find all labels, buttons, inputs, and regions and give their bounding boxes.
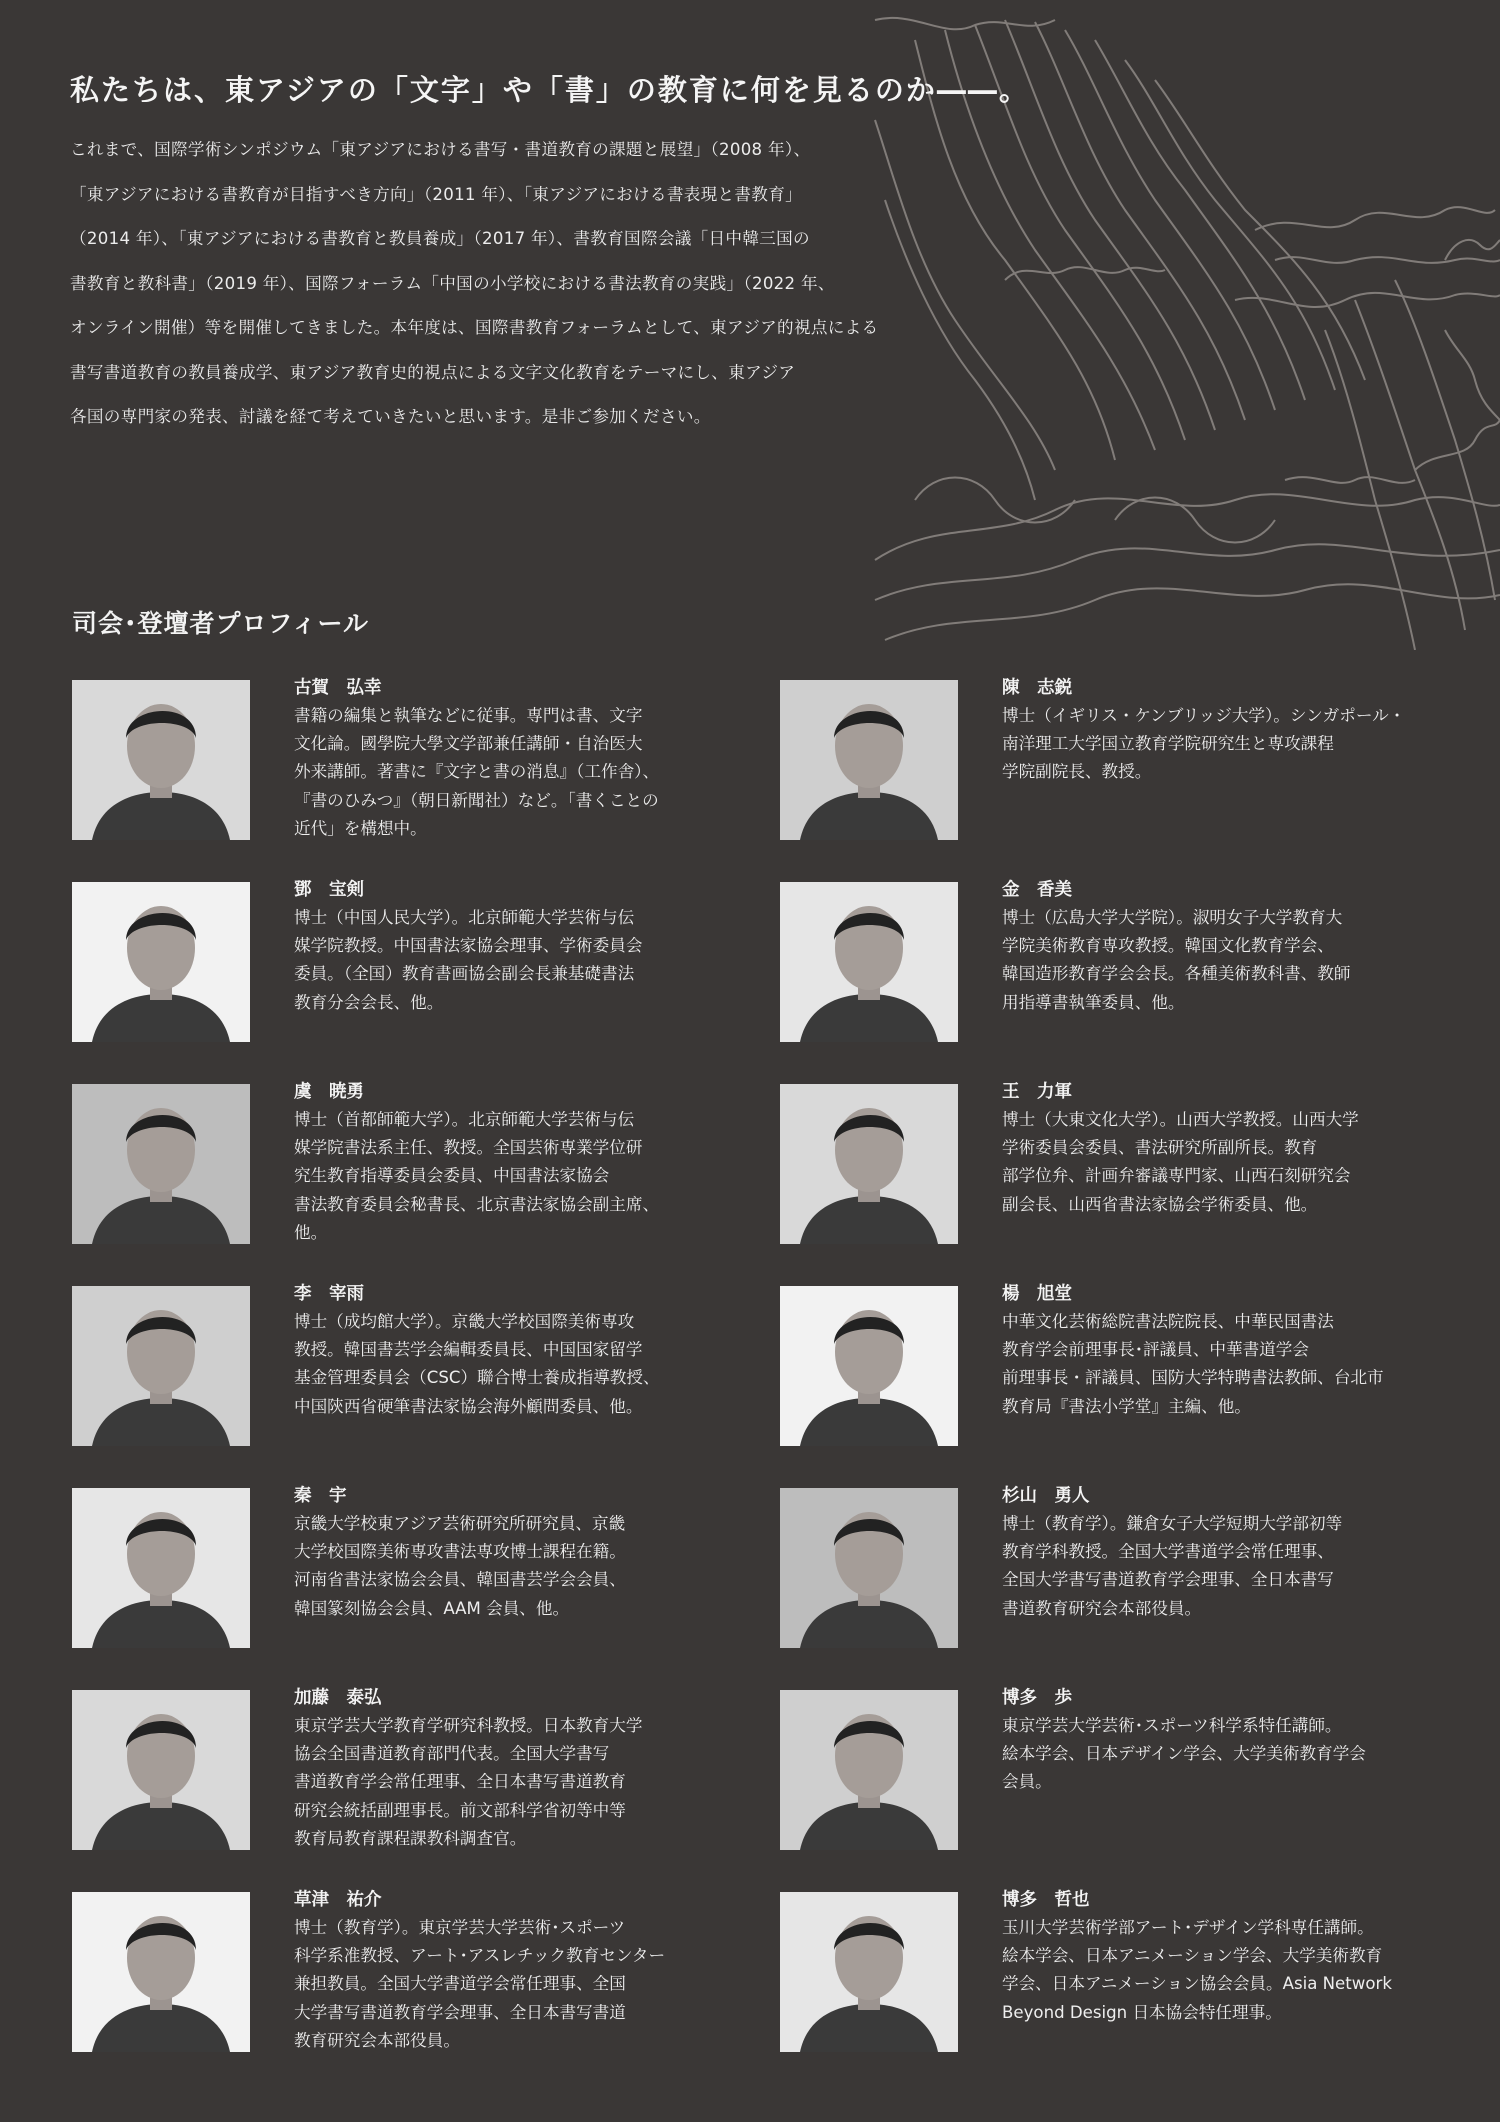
profile-bio-line: 近代」を構想中。 <box>294 818 427 838</box>
profile-bio-line: 書法教育委員会秘書長、北京書法家協会副主席、 <box>294 1194 660 1214</box>
profile-bio-line: 究生教育指導委員会委員、中国書法家協会 <box>294 1166 610 1186</box>
profile-bio-line: 博士（教育学）。東京学芸大学芸術･スポーツ <box>294 1918 626 1937</box>
profile-name: 博多 歩 <box>1002 1688 1072 1708</box>
profile-photo <box>72 1488 250 1648</box>
profile-bio-line: 『書のひみつ』（朝日新聞社）など。「書くことの <box>294 790 659 810</box>
profile-bio-line: 中国陝西省硬筆書法家協会海外顧問委員、他。 <box>294 1396 643 1416</box>
profile-name: 博多 哲也 <box>1002 1890 1090 1910</box>
profile-bio-line: 大学書写書道教育学会理事、全日本書写書道 <box>294 2002 626 2022</box>
profile-bio-line: 博士（大東文化大学）。山西大学教授。山西大学 <box>1002 1110 1359 1129</box>
profile-name: 李 宰雨 <box>294 1284 364 1304</box>
profile-bio-line: 他。 <box>294 1222 328 1242</box>
profile-bio-line: 全国大学書写書道教育学会理事、全日本書写 <box>1002 1570 1334 1590</box>
profile-bio <box>1002 1510 1472 1623</box>
profile-card <box>72 1684 762 1854</box>
profile-photo <box>72 680 250 840</box>
profile-photo <box>72 1892 250 2052</box>
profile-photo <box>780 680 958 840</box>
profile-bio-line: 河南省書法家協会会員、韓国書芸学会会員、 <box>294 1570 626 1590</box>
profile-bio-line: 学会、日本アニメーション協会会員。Asia Network <box>1002 1974 1392 1994</box>
profile-name: 陳 志鋭 <box>1002 678 1072 698</box>
profile-bio <box>1002 1308 1472 1421</box>
profile-bio-line: 副会長、山西省書法家協会学術委員、他。 <box>1002 1194 1318 1214</box>
profile-bio-line: 大学校国際美術専攻書法専攻博士課程在籍。 <box>294 1542 626 1562</box>
intro-line: 「東アジアにおける書教育が目指すべき方向」（2011 年）、「東アジアにおける書表現と書教育」 <box>70 184 802 204</box>
profile-bio-line: 用指導書執筆委員、他。 <box>1002 992 1185 1012</box>
profile-bio-line: 中華文化芸術総院書法院院長、中華民国書法 <box>1002 1312 1334 1331</box>
profile-name: 金 香美 <box>1002 880 1072 900</box>
profile-card <box>72 674 762 844</box>
profile-bio-line: 南洋理工大学国立教育学院研究生と専攻課程 <box>1002 734 1334 754</box>
profile-bio <box>1002 904 1472 1017</box>
profile-bio-line: 教育研究会本部役員。 <box>294 2030 460 2050</box>
intro-line: 各国の専門家の発表、討議を経て考えていきたいと思います。是非ご参加ください。 <box>70 407 711 426</box>
profile-name: 杉山 勇人 <box>1002 1486 1090 1506</box>
profile-bio-line: 博士（中国人民大学）。北京師範大学芸術与伝 <box>294 908 635 927</box>
profile-card <box>780 1886 1470 2056</box>
profile-bio <box>294 1106 764 1247</box>
profile-bio-line: 博士（首都師範大学）。北京師範大学芸術与伝 <box>294 1110 635 1129</box>
profile-bio-line: 媒学院書法系主任、教授。全国芸術専業学位研 <box>294 1138 643 1158</box>
profile-bio-line: 教育局教育課程課教科調査官。 <box>294 1828 527 1848</box>
intro-line: （2014 年）、「東アジアにおける書教育と教員養成」（2017 年）、書教育国際会議「日中韓三国の <box>70 229 810 248</box>
profile-bio-line: 絵本学会、日本アニメーション学会、大学美術教育 <box>1002 1946 1383 1966</box>
profile-card <box>780 1684 1470 1854</box>
profile-bio-line: 媒学院教授。中国書法家協会理事、学術委員会 <box>294 936 643 956</box>
profile-name: 王 力軍 <box>1002 1082 1072 1102</box>
profile-photo <box>780 1690 958 1850</box>
profile-bio-line: 部学位弁、計画弁審議専門家、山西石刻研究会 <box>1002 1166 1351 1186</box>
section-title: 司会･登壇者プロフィール <box>72 609 370 638</box>
profile-bio <box>1002 1106 1472 1219</box>
profile-bio-line: 東京学芸大学芸術･スポーツ科学系特任講師。 <box>1002 1716 1342 1735</box>
profile-card <box>780 1078 1470 1248</box>
profile-bio <box>1002 702 1472 787</box>
profile-bio-line: 教育分会会長、他。 <box>294 992 444 1012</box>
intro-line: 書写書道教育の教員養成学、東アジア教育史的視点による文字文化教育をテーマにし、東アジア <box>70 362 796 382</box>
profile-photo <box>780 1084 958 1244</box>
profile-bio-line: 教育局『書法小学堂』主編、他。 <box>1002 1396 1251 1416</box>
profile-card <box>72 876 762 1046</box>
profile-photo <box>72 1690 250 1850</box>
profile-card <box>780 1482 1470 1652</box>
profile-bio-line: 京畿大学校東アジア芸術研究所研究員、京畿 <box>294 1514 626 1533</box>
profile-bio-line: 玉川大学芸術学部アート･デザイン学科専任講師。 <box>1002 1918 1374 1937</box>
profile-photo <box>780 1286 958 1446</box>
profile-name: 古賀 弘幸 <box>294 678 382 698</box>
profile-bio <box>294 904 764 1017</box>
profile-bio-line: 博士（広島大学大学院）。淑明女子大学教育大 <box>1002 908 1343 927</box>
profile-bio <box>294 1914 764 2055</box>
profile-bio-line: 会員。 <box>1002 1772 1052 1792</box>
profile-bio-line: 学院美術教育専攻教授。韓国文化教育学会、 <box>1002 936 1334 956</box>
profile-bio-line: 教育学会前理事長･評議員、中華書道学会 <box>1002 1340 1309 1360</box>
intro-line: 書教育と教科書」（2019 年）、国際フォーラム「中国の小学校における書法教育の実践」（2022 年、 <box>70 273 835 293</box>
profile-bio-line: 学院副院長、教授。 <box>1002 762 1152 782</box>
profile-bio-line: 前理事長・評議員、国防大学特聘書法教師、台北市 <box>1002 1368 1384 1388</box>
profile-bio-line: 科学系准教授、アート･アスレチック教育センター <box>294 1946 666 1966</box>
profile-photo <box>780 1488 958 1648</box>
profile-photo <box>72 1084 250 1244</box>
profile-bio <box>1002 1712 1472 1797</box>
profile-photo <box>780 882 958 1042</box>
profile-card <box>780 876 1470 1046</box>
profile-bio-line: 教育学科教授。全国大学書道学会常任理事、 <box>1002 1542 1334 1562</box>
intro-line: これまで、国際学術シンポジウム「東アジアにおける書写・書道教育の課題と展望」（2008 年）、 <box>70 140 811 159</box>
profile-bio <box>294 1712 764 1853</box>
profile-name: 鄧 宝剣 <box>294 880 364 900</box>
profile-bio-line: 基金管理委員会（CSC）聯合博士養成指導教授、 <box>294 1368 660 1388</box>
profile-bio-line: 博士（イギリス・ケンブリッジ大学）。シンガポール・ <box>1002 706 1406 725</box>
profile-bio-line: Beyond Design 日本協会特任理事。 <box>1002 2002 1282 2022</box>
headline: 私たちは、東アジアの「文字」や「書」の教育に何を見るのか――。 <box>70 73 1030 107</box>
profile-photo <box>72 1286 250 1446</box>
profile-bio-line: 研究会統括副理事長。前文部科学省初等中等 <box>294 1800 626 1820</box>
profile-bio-line: 兼担教員。全国大学書道学会常任理事、全国 <box>294 1974 626 1994</box>
profile-card <box>780 1280 1470 1450</box>
profile-bio-line: 東京学芸大学教育学研究科教授。日本教育大学 <box>294 1716 643 1735</box>
profile-bio <box>1002 1914 1472 2027</box>
profile-card <box>72 1886 762 2056</box>
profile-bio-line: 書籍の編集と執筆などに従事。専門は書、文字 <box>294 706 643 725</box>
profile-bio-line: 教授。韓国書芸学会編輯委員長、中国国家留学 <box>294 1340 643 1360</box>
profile-bio-line: 博士（教育学）。鎌倉女子大学短期大学部初等 <box>1002 1514 1343 1533</box>
profile-card <box>780 674 1470 844</box>
profile-bio-line: 委員。（全国）教育書画協会副会長兼基礎書法 <box>294 964 635 984</box>
profile-bio <box>294 1510 764 1623</box>
profile-name: 楊 旭堂 <box>1002 1284 1072 1304</box>
profile-bio-line: 博士（成均館大学）。京畿大学校国際美術専攻 <box>294 1312 635 1331</box>
profile-bio-line: 書道教育学会常任理事、全日本書写書道教育 <box>294 1772 626 1792</box>
profile-name: 加藤 泰弘 <box>294 1688 382 1708</box>
profile-bio-line: 書道教育研究会本部役員。 <box>1002 1598 1202 1618</box>
profile-card <box>72 1078 762 1248</box>
profile-name: 草津 祐介 <box>294 1890 382 1910</box>
profile-bio-line: 外来講師。著書に『文字と書の消息』（工作舎）、 <box>294 762 660 782</box>
profile-name: 秦 宇 <box>294 1486 347 1506</box>
profile-bio-line: 韓国篆刻協会会員、AAM 会員、他。 <box>294 1598 570 1618</box>
profile-name: 虞 暁勇 <box>294 1082 364 1102</box>
profile-card <box>72 1482 762 1652</box>
profile-card <box>72 1280 762 1450</box>
profile-photo <box>780 1892 958 2052</box>
profile-bio-line: 韓国造形教育学会会長。各種美術教科書、教師 <box>1002 964 1351 984</box>
profile-bio <box>294 1308 764 1421</box>
profile-bio <box>294 702 764 843</box>
profile-bio-line: 学術委員会委員、書法研究所副所長。教育 <box>1002 1138 1318 1158</box>
profile-bio-line: 文化論。國學院大學文学部兼任講師・自治医大 <box>294 734 643 754</box>
profile-bio-line: 協会全国書道教育部門代表。全国大学書写 <box>294 1744 610 1764</box>
intro-line: オンライン開催）等を開催してきました。本年度は、国際書教育フォーラムとして、東アジア的視点による <box>70 318 879 337</box>
profile-photo <box>72 882 250 1042</box>
profile-bio-line: 絵本学会、日本デザイン学会、大学美術教育学会 <box>1002 1744 1366 1764</box>
